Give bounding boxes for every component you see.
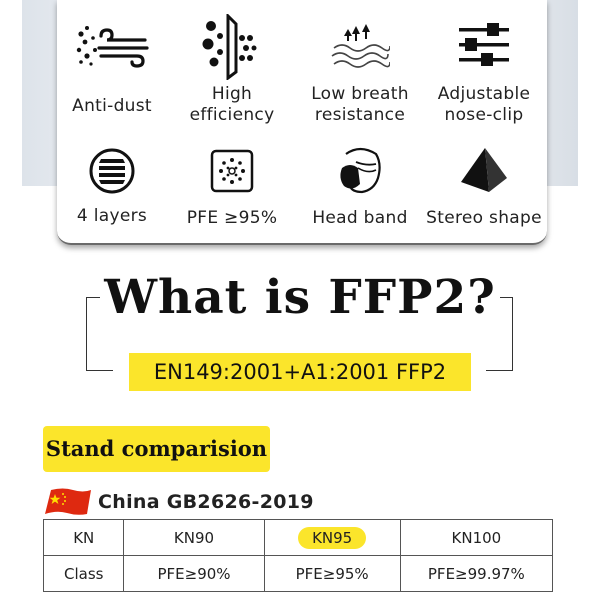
table-cell: PFE≥99.97% bbox=[400, 556, 552, 592]
table-cell: KN bbox=[44, 520, 124, 556]
feature-label: Head band bbox=[312, 208, 408, 228]
feature-label: 4 layers bbox=[76, 206, 148, 226]
feature-4-layers bbox=[57, 144, 167, 234]
feature-high-efficiency bbox=[177, 14, 287, 132]
feature-stereo-shape bbox=[425, 144, 543, 234]
feature-label: Anti-dust bbox=[72, 96, 152, 116]
table-cell bbox=[264, 520, 400, 556]
kn95-highlight: KN95 bbox=[298, 527, 366, 549]
feature-label: Adjustable nose-clip bbox=[437, 84, 531, 125]
table-header-row bbox=[44, 520, 553, 556]
filter-particles-icon bbox=[202, 14, 262, 80]
feature-anti-dust bbox=[57, 14, 167, 132]
table-cell: PFE≥95% bbox=[264, 556, 400, 592]
table-cell: KN100 bbox=[400, 520, 552, 556]
feature-nose-clip bbox=[425, 14, 543, 132]
table-cell: PFE≥90% bbox=[124, 556, 264, 592]
standard-badge: EN149:2001+A1:2001 FFP2 bbox=[129, 353, 471, 391]
wind-dust-icon bbox=[75, 20, 149, 72]
page-title: What is FFP2? bbox=[100, 268, 500, 328]
layers-icon bbox=[87, 148, 137, 194]
feature-head-band bbox=[302, 144, 418, 234]
airflow-waves-icon bbox=[330, 24, 390, 72]
feature-label: Stereo shape bbox=[426, 208, 542, 228]
feature-label: Low breath resistance bbox=[311, 84, 409, 125]
china-flag-icon bbox=[43, 488, 93, 516]
sliders-icon bbox=[457, 22, 511, 68]
table-row bbox=[44, 556, 553, 592]
features-card bbox=[57, 0, 547, 245]
feature-pfe bbox=[177, 144, 287, 234]
section-label: Stand comparision bbox=[43, 426, 270, 472]
pyramid-icon bbox=[459, 146, 509, 194]
comparison-table bbox=[43, 519, 553, 592]
table-cell: Class bbox=[44, 556, 124, 592]
table-cell: KN90 bbox=[124, 520, 264, 556]
mask-head-icon bbox=[336, 146, 384, 196]
country-standard: China GB2626-2019 bbox=[98, 491, 314, 513]
particle-filter-icon bbox=[209, 148, 255, 194]
feature-low-breath bbox=[302, 14, 418, 132]
feature-label: PFE ≥95% bbox=[186, 208, 278, 228]
feature-label: High efficiency bbox=[189, 84, 275, 125]
